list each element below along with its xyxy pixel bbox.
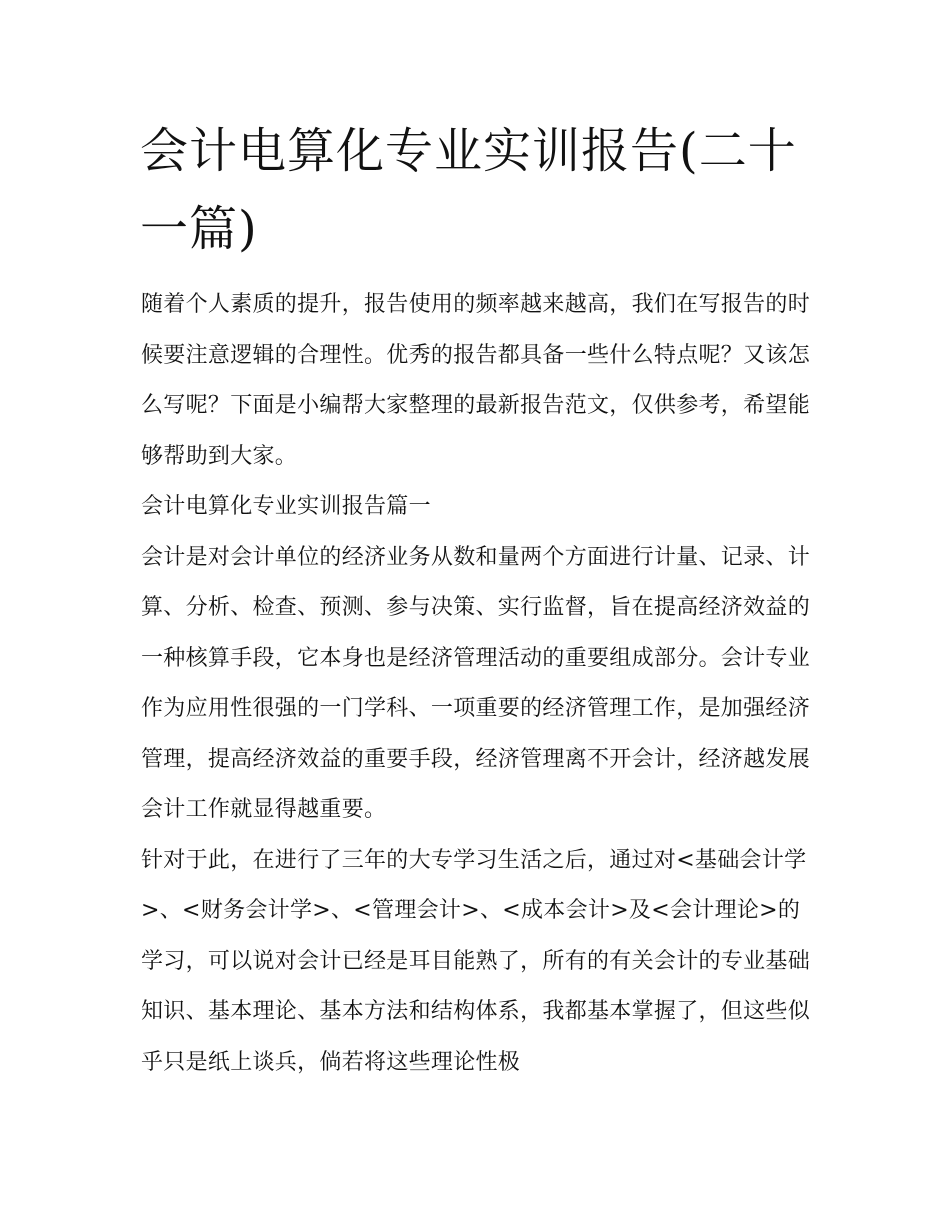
body-paragraph: 针对于此，在进行了三年的大专学习生活之后，通过对<基础会计学>、<财务会计学>、<管理会计>、<成本会计>及<会计理论>的学习，可以说对会计已经是耳目能熟了，所有的有关会计的专业基础知识、基本理论、基本方法和结构体系，我都基本掌握了，但这些似乎只是纸上谈兵，倘若将这些理论性极: [141, 847, 811, 1075]
intro-paragraph: 随着个人素质的提升，报告使用的频率越来越高，我们在写报告的时候要注意逻辑的合理性。优秀的报告都具备一些什么特点呢？又该怎么写呢？下面是小编帮大家整理的最新报告范文，仅供参考，希望能够帮助到大家。: [141, 292, 811, 469]
document-title: 会计电算化专业实训报告(二十一篇): [140, 123, 797, 257]
body-paragraph: 会计是对会计单位的经济业务从数和量两个方面进行计量、记录、计算、分析、检查、预测、参与决策、实行监督，旨在提高经济效益的一种核算手段，它本身也是经济管理活动的重要组成部分。会计专业作为应用性很强的一门学科、一项重要的经济管理工作，是加强经济管理，提高经济效益的重要手段，经济管理离不开会计，经济越发展会计工作就显得越重要。: [141, 544, 811, 822]
section-heading: 会计电算化专业实训报告篇一: [141, 494, 431, 519]
document-body: [141, 280, 816, 1088]
